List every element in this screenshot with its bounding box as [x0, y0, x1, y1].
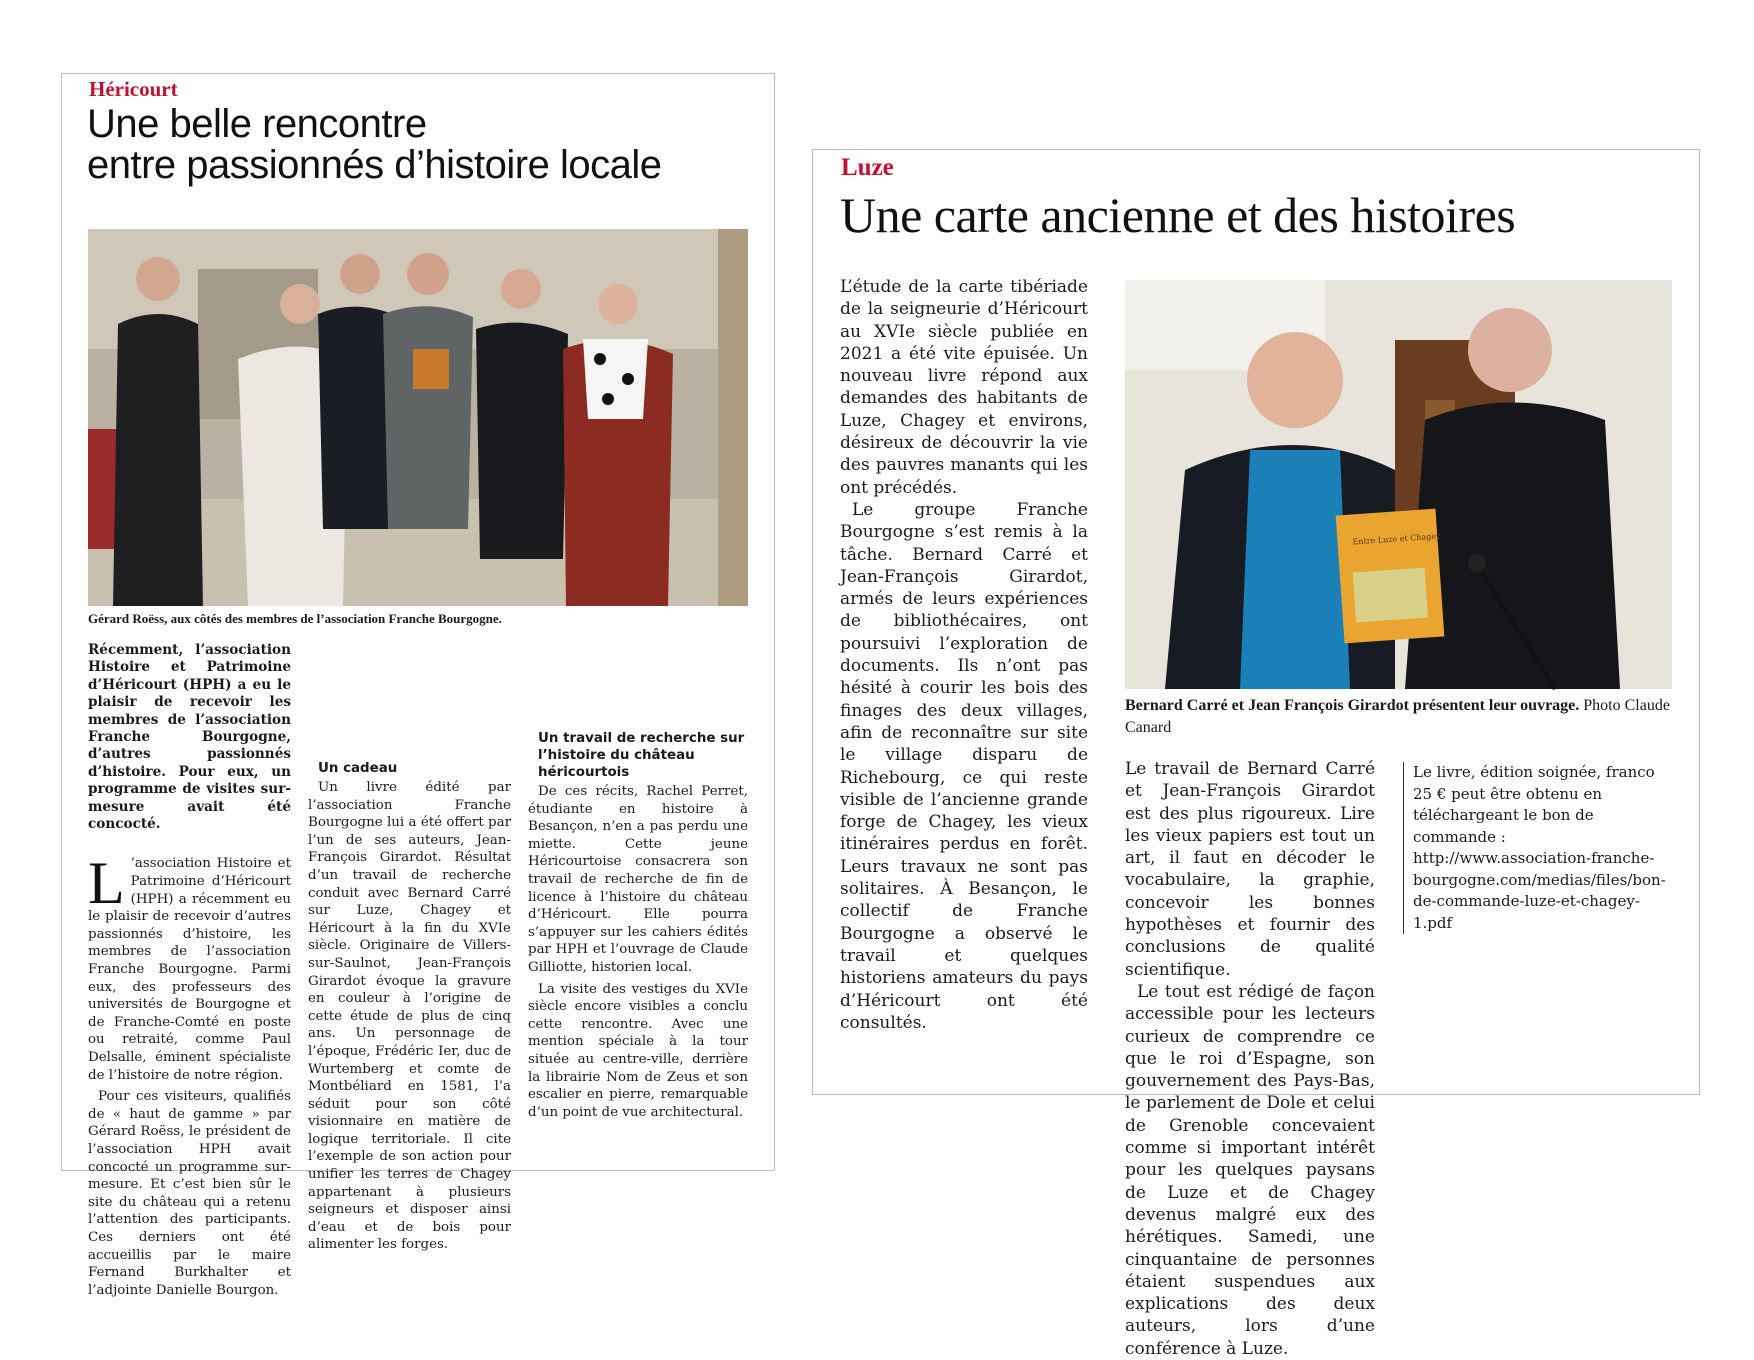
- article1-kicker: Héricourt: [89, 77, 178, 101]
- article2-caption-credit: Photo Claude Canard: [1125, 697, 1670, 736]
- article1-p5: La visite des vestiges du XVIe siècle encore visibles a conclu cette rencontre. Avec une mention spéciale à la tour située au centre-ville, derrière la librairie Nom de Zeus et son escalier en pierre, remarquable d’un point de vue architectural.: [528, 981, 748, 1120]
- article2-kicker: Luze: [841, 154, 894, 181]
- article1-column-2: [308, 642, 511, 1253]
- article2-p4: Le tout est rédigé de façon accessible pour les lecteurs curieux de comprendre ce que le roi d’Espagne, son gouvernement des Pays-Bas, le parlement de Dole et celui de Grenoble concevaient comme si important intérêt pour les quelques paysans de Luze et de Chagey devenus malgré eux des hérétiques. Samedi, une cinquantaine de personnes étaient suspendues aux explications des deux auteurs, lors d’une conférence à Luze.: [1125, 981, 1375, 1359]
- article2-note-text: Le livre, édition soignée, franco 25 € peut être obtenu en téléchargeant le bon de commande : http://www.association-franche-bourgogne.com/medias/files/bon-de-commande-luze-et-chagey-1.pdf: [1413, 763, 1666, 932]
- article2-caption: [1125, 695, 1672, 739]
- article2-headline: Une carte ancienne et des histoires: [840, 187, 1516, 243]
- article1-p1: ’association Histoire et Patrimoine d’Héricourt (HPH) a récemment eu le plaisir de recevoir d’autres passionnés d’histoire, les membres de l’association Franche Bourgogne. Parmi eux, des professeurs des universités de Bourgogne et de Franche-Comté en poste ou retraité, comme Paul Delsalle, éminent spécialiste de l’histoire de notre région.: [88, 856, 291, 1083]
- article2-column-2: [1125, 758, 1375, 1359]
- book: [1336, 509, 1445, 644]
- article-luze: [812, 149, 1700, 1359]
- article1-photo: [88, 229, 748, 606]
- article1-headline-line1: Une belle rencontre: [87, 102, 427, 146]
- article1-headline-line2: entre passionnés d’histoire locale: [87, 142, 662, 187]
- article2-column-1: [840, 276, 1088, 1076]
- article1-caption: Gérard Roëss, aux côtés des membres de l’association Franche Bourgogne.: [88, 611, 502, 626]
- article1-column-1: [88, 642, 291, 1299]
- article2-note: [1403, 762, 1673, 934]
- article2-column-3: [1403, 758, 1673, 934]
- article2-caption-text: Bernard Carré et Jean François Girardot présentent leur ouvrage.: [1125, 697, 1580, 714]
- article2-p3: Le travail de Bernard Carré et Jean-François Girardot est des plus rigoureux. Lire les vieux papiers est tout un art, il faut en décoder le vocabulaire, la graphie, concevoir les bonnes hypothèses et fournir des conclusions de qualité scientifique.: [1125, 759, 1375, 980]
- article1-subhead-2: Un travail de recherche sur l’histoire du château héricourtois: [538, 731, 745, 780]
- article2-photo: [1125, 280, 1672, 689]
- article1-p3: Un livre édité par l’association Franche Bourgogne lui a été offert par l’un de ses auteurs, Jean-François Girardot. Résultat d’un travail de recherche conduit avec Bernard Carré sur Luze, Chagey et Héricourt à la fin du XVIe siècle. Originaire de Villers-sur-Saulnot, Jean-François Girardot évoque la gravure en couleur à l’origine de cette étude de plus de cinq ans. Un personnage de l’époque, Frédéric Ier, duc de Wurtemberg et comte de Montbéliard en 1581, l’a séduit pour son côté visionnaire en matière de logique territoriale. Il cite l’exemple de son action pour unifier les terres de Chagey appartenant à plusieurs seigneurs et disposer ainsi d’eau et de bois pour alimenter les forges.: [308, 780, 511, 1253]
- article1-lead: Récemment, l’association Histoire et Patrimoine d’Héricourt (HPH) a eu le plaisir de recevoir les membres de l’association Franche Bourgogne, d’autres passionnés d’histoire. Pour eux, un programme de visites sur-mesure avait été concocté.: [88, 642, 291, 833]
- article2-p2: Le groupe Franche Bourgogne s’est remis à la tâche. Bernard Carré et Jean-François Girardot, armés de leurs expériences de bibliothécaires, ont poursuivi l’exploration de documents. Ils n’ont pas hésité à courir les bois des finages des deux villages, afin de reconnaître sur site le village disparu de Richebourg, ce qui reste visible de l’ancienne grande forge de Chagey, les vieux itinéraires perdus en forêt. Leurs travaux ne sont pas solitaires. À Besançon, le collectif de Franche Bourgogne a observé le travail et quelques historiens amateurs du pays d’Héricourt ont été consultés.: [840, 499, 1088, 1033]
- article2-p1: L’étude de la carte tibériade de la seigneurie d’Héricourt au XVIe siècle publiée en 2021 a été vite épuisée. Un nouveau livre répond aux demandes des habitants de Luze, Chagey et environs, désireux de découvrir la vie des pauvres manants qui les ont précédés.: [840, 277, 1088, 498]
- article1-p2: Pour ces visiteurs, qualifiés de « haut de gamme » par Gérard Roëss, le président de l’association HPH avait concocté un programme sur-mesure. Et c’est bien sûr le site du château qui a retenu l’attention des participants. Ces derniers ont été accueillis par le maire Fernand Burkhalter et l’adjointe Danielle Bourgon.: [88, 1089, 291, 1298]
- article-hericourt: [61, 73, 775, 1298]
- article1-subhead-1: Un cadeau: [318, 761, 398, 776]
- book-title: Entre Luze et Chagey: [1352, 531, 1441, 547]
- article1-dropcap: L: [88, 850, 125, 917]
- article1-p4: De ces récits, Rachel Perret, étudiante en histoire à Besançon, n’en a pas perdu une miette. Cette jeune Héricourtoise consacrera son travail de recherche de fin de licence à l’histoire du château d’Héricourt. Elle pourra s’appuyer sur les cahiers édités par HPH et l’ouvrage de Claude Gilliotte, historien local.: [528, 784, 748, 975]
- article1-headline: [87, 104, 661, 186]
- article1-column-3: [528, 642, 748, 1121]
